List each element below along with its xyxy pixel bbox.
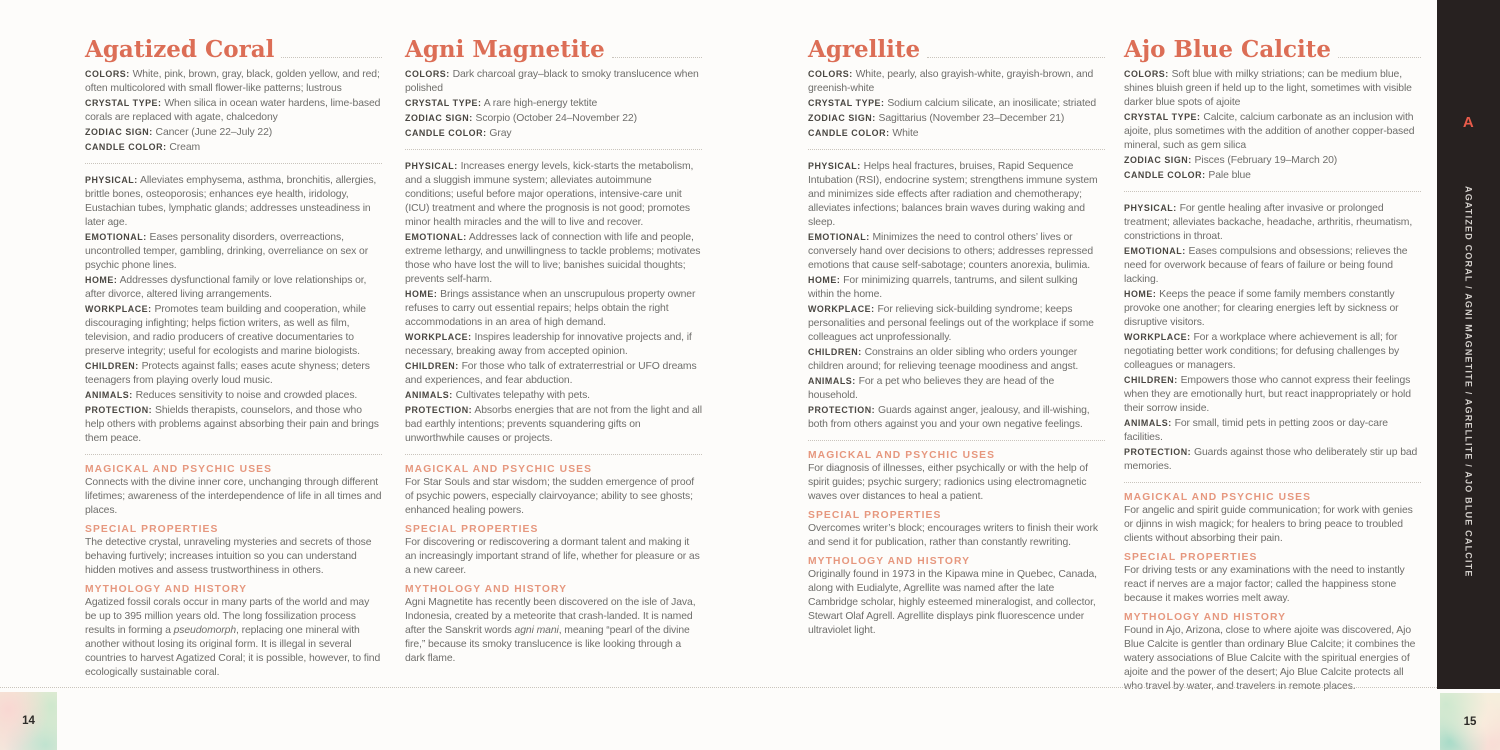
text-run: Agni Magnetite has recently been discovered on the isle of Java, Indonesia, created by a meteorite that crash-landed. It is named after the Sanskrit words bbox=[405, 597, 696, 637]
text-run: Dark charcoal gray–black to smoky translucence when polished bbox=[405, 69, 699, 95]
property-row-label: EMOTIONAL: bbox=[1124, 246, 1186, 257]
text-run: For Star Souls and star wisdom; the sudden emergence of proof of psychic powers, especially clairvoyance; ability to see ghosts; enhanced healing powers. bbox=[405, 477, 695, 517]
property-row bbox=[1124, 287, 1421, 330]
section-divider bbox=[405, 454, 702, 455]
attribute-row bbox=[405, 67, 702, 96]
property-row bbox=[1124, 244, 1421, 287]
text-run: Sodium calcium silicate, an inosilicate; striated bbox=[887, 98, 1097, 110]
attribute-row bbox=[85, 96, 382, 125]
section-text bbox=[808, 462, 1105, 504]
text-run: Inspires leadership for innovative projects and, if necessary, breaking away from accepted opinion. bbox=[405, 332, 692, 358]
property-row-label: WORKPLACE: bbox=[808, 304, 875, 315]
property-row bbox=[85, 359, 382, 388]
alphabet-sidebar bbox=[1437, 0, 1500, 689]
attribute-row bbox=[808, 96, 1105, 111]
attribute-row bbox=[85, 67, 382, 96]
attribute-row-label: ZODIAC SIGN: bbox=[405, 113, 473, 124]
property-row bbox=[405, 159, 702, 230]
text-run: For a pet who believes they are head of the household. bbox=[808, 376, 1055, 402]
text-run: When silica in ocean water hardens, lime-based corals are replaced with agate, chalcedony bbox=[85, 98, 381, 124]
text-run: Absorbs energies that are not from the light and all bad earthly intentions; prevents squandering gifts on unworthwhile causes or projects. bbox=[405, 405, 702, 445]
text-run: Protects against falls; eases acute shyness; deters teenagers from playing overly loud music. bbox=[85, 361, 370, 387]
section-divider bbox=[85, 163, 382, 164]
text-run: Shields therapists, counselors, and those who help others with problems against absorbing their pain and brings them peace. bbox=[85, 405, 379, 445]
property-row-label: EMOTIONAL: bbox=[85, 232, 147, 243]
text-run: Eases personality disorders, overreactions, uncontrolled temper, gambling, drinking, overreliance on sex or psychic phone lines. bbox=[85, 232, 369, 272]
attribute-row bbox=[85, 140, 382, 155]
text-run: For angelic and spirit guide communication; for work with genies or djinns in wish magick; for healers to bring peace to troubled clients without absorbing their pain. bbox=[1124, 505, 1413, 545]
attribute-row bbox=[405, 96, 702, 111]
section-text bbox=[85, 476, 382, 518]
text-run: Guards against those who deliberately stir up bad memories. bbox=[1124, 447, 1418, 473]
sections-block bbox=[1124, 492, 1421, 694]
property-row-label: PROTECTION: bbox=[405, 405, 473, 416]
property-row-label: ANIMALS: bbox=[85, 390, 133, 401]
text-run: Guards against anger, jealousy, and ill-wishing, both from others against you and your own negative feelings. bbox=[808, 405, 1090, 431]
text-run: Pisces (February 19–March 20) bbox=[1194, 155, 1338, 167]
properties-block bbox=[1124, 201, 1421, 474]
property-row-label: PROTECTION: bbox=[85, 405, 153, 416]
property-row bbox=[1124, 330, 1421, 373]
property-row-label: ANIMALS: bbox=[808, 376, 856, 387]
property-row bbox=[1124, 416, 1421, 445]
title-rule bbox=[927, 57, 1105, 58]
text-run: A rare high-energy tektite bbox=[483, 98, 598, 110]
text-run: Agatized fossil corals occur in many parts of the world and may be up to 395 million years old. The long fossilization process results in forming a bbox=[85, 597, 370, 637]
section-heading: SPECIAL PROPERTIES bbox=[405, 524, 539, 536]
property-row bbox=[1124, 201, 1421, 244]
properties-block bbox=[85, 173, 382, 446]
attribute-row bbox=[405, 126, 702, 141]
section-heading: MAGICKAL AND PSYCHIC USES bbox=[405, 464, 593, 476]
property-row-label: HOME: bbox=[85, 275, 118, 286]
sections-block bbox=[405, 464, 702, 666]
text-run: , meaning “pearl of the divine fire,” because its smoky translucence is like looking through a dark flame. bbox=[405, 625, 690, 665]
text-run: Addresses dysfunctional family or love relationships or, after divorce, altered living arrangements. bbox=[85, 275, 367, 301]
property-row-label: ANIMALS: bbox=[405, 390, 453, 401]
title-rule bbox=[281, 57, 382, 58]
property-row-label: CHILDREN: bbox=[85, 361, 139, 372]
footer-divider bbox=[0, 687, 1437, 688]
text-run: Calcite, calcium carbonate as an inclusion with ajoite, plus sometimes with the addition of another copper-based mineral, such as gem silica bbox=[1124, 112, 1415, 152]
page-corner-art-right bbox=[1440, 693, 1500, 750]
properties-block bbox=[405, 159, 702, 446]
section-heading: SPECIAL PROPERTIES bbox=[1124, 552, 1258, 564]
property-row-label: PHYSICAL: bbox=[405, 161, 458, 172]
text-run: For a workplace where achievement is all; for negotiating better work conditions; for defusing challenges by colleagues or managers. bbox=[1124, 332, 1400, 372]
property-row bbox=[405, 330, 702, 359]
section-text bbox=[808, 522, 1105, 550]
attribute-row-label: COLORS: bbox=[808, 69, 853, 80]
property-row-label: PHYSICAL: bbox=[1124, 203, 1177, 214]
property-row-label: EMOTIONAL: bbox=[405, 232, 467, 243]
section-text bbox=[85, 536, 382, 578]
attribute-row bbox=[808, 67, 1105, 96]
entry-title: Agrellite bbox=[808, 36, 921, 63]
attribute-row-label: CRYSTAL TYPE: bbox=[405, 98, 482, 109]
text-run: Gray bbox=[489, 128, 512, 140]
text-run: For minimizing quarrels, tantrums, and silent sulking within the home. bbox=[808, 275, 1078, 301]
property-row bbox=[85, 230, 382, 273]
attributes-block bbox=[85, 67, 382, 155]
property-row bbox=[85, 302, 382, 359]
property-row-label: PHYSICAL: bbox=[808, 161, 861, 172]
attribute-row-label: CANDLE COLOR: bbox=[808, 128, 890, 139]
entry-title: Ajo Blue Calcite bbox=[1124, 36, 1331, 63]
property-row-label: CHILDREN: bbox=[405, 361, 459, 372]
attribute-row-label: CANDLE COLOR: bbox=[405, 128, 487, 139]
sections-block bbox=[85, 464, 382, 680]
entry-title: Agni Magnetite bbox=[405, 36, 605, 63]
section-text bbox=[1124, 564, 1421, 606]
entry-title-row bbox=[1124, 38, 1421, 62]
property-row-label: PROTECTION: bbox=[1124, 447, 1192, 458]
section-text bbox=[405, 476, 702, 518]
section-heading: MAGICKAL AND PSYCHIC USES bbox=[1124, 492, 1312, 504]
text-run: For diagnosis of illnesses, either psychically or with the help of spirit guides; psychic surgery; radionics using electromagnetic waves over distances to heal a patient. bbox=[808, 463, 1088, 503]
property-row-label: ANIMALS: bbox=[1124, 418, 1172, 429]
text-run: Constrains an older sibling who orders younger children around; for relieving teenage moodiness and angst. bbox=[808, 347, 1079, 373]
attribute-row bbox=[1124, 67, 1421, 110]
text-run: Cultivates telepathy with pets. bbox=[455, 390, 590, 402]
property-row bbox=[1124, 373, 1421, 416]
section-text bbox=[85, 596, 382, 680]
title-rule bbox=[612, 57, 702, 58]
text-run: Reduces sensitivity to noise and crowded places. bbox=[135, 390, 358, 402]
attribute-row bbox=[808, 111, 1105, 126]
text-run: Cancer (June 22–July 22) bbox=[155, 127, 273, 139]
entry-title-row bbox=[405, 38, 702, 62]
property-row-label: PHYSICAL: bbox=[85, 175, 138, 186]
attributes-block bbox=[405, 67, 702, 141]
text-run: White bbox=[892, 128, 919, 140]
property-row bbox=[808, 374, 1105, 403]
entry-title-row bbox=[808, 38, 1105, 62]
property-row bbox=[405, 287, 702, 330]
section-heading: MYTHOLOGY AND HISTORY bbox=[808, 556, 971, 568]
title-rule bbox=[1338, 57, 1421, 58]
entries-container bbox=[85, 38, 1421, 694]
italic-term: agni mani bbox=[514, 625, 559, 637]
text-run: For gentle healing after invasive or prolonged treatment; alleviates backache, headache, arthritis, rheumatism, constrictions in throat. bbox=[1124, 203, 1413, 243]
attribute-row bbox=[1124, 168, 1421, 183]
attribute-row-label: ZODIAC SIGN: bbox=[808, 113, 876, 124]
attribute-row bbox=[808, 126, 1105, 141]
sections-block bbox=[808, 450, 1105, 638]
section-heading: MAGICKAL AND PSYCHIC USES bbox=[85, 464, 273, 476]
page-corner-art-left bbox=[0, 692, 57, 750]
page-number-left: 14 bbox=[22, 715, 35, 727]
section-divider bbox=[808, 440, 1105, 441]
section-divider bbox=[1124, 191, 1421, 192]
property-row bbox=[405, 359, 702, 388]
attribute-row-label: ZODIAC SIGN: bbox=[1124, 155, 1192, 166]
text-run: For small, timid pets in petting zoos or day-care facilities. bbox=[1124, 418, 1388, 444]
text-run: Promotes team building and cooperation, while discouraging infighting; helps fiction writers, as well as film, television, and radio producers of creative documentaries to preserve integrity; useful for ecologists and marine biologists. bbox=[85, 304, 366, 358]
text-run: For those who talk of extraterrestrial or UFO dreams and experiences, and fear abduction. bbox=[405, 361, 697, 387]
attribute-row bbox=[1124, 110, 1421, 153]
property-row-label: CHILDREN: bbox=[808, 347, 862, 358]
section-heading: MAGICKAL AND PSYCHIC USES bbox=[808, 450, 996, 462]
properties-block bbox=[808, 159, 1105, 432]
alphabet-letter: A bbox=[1462, 114, 1475, 131]
attribute-row-label: CRYSTAL TYPE: bbox=[1124, 112, 1201, 123]
sidebar-entry-index: AGATIZED CORAL / AGNI MAGNETITE / AGRELLITE / AJO BLUE CALCITE bbox=[1463, 186, 1474, 578]
section-divider bbox=[1124, 482, 1421, 483]
property-row bbox=[1124, 445, 1421, 474]
property-row bbox=[405, 388, 702, 403]
attribute-row-label: CANDLE COLOR: bbox=[85, 142, 167, 153]
property-row bbox=[85, 403, 382, 446]
section-divider bbox=[405, 149, 702, 150]
section-heading: SPECIAL PROPERTIES bbox=[808, 510, 942, 522]
text-run: Helps heal fractures, bruises, Rapid Sequence Intubation (RSI), endocrine system; strengthens immune system and minimizes side effects after radiation and chemotherapy; alleviates infections; balances brain waves during waking and sleep. bbox=[808, 161, 1098, 229]
property-row-label: EMOTIONAL: bbox=[808, 232, 870, 243]
section-text bbox=[405, 536, 702, 578]
text-run: Sagittarius (November 23–December 21) bbox=[878, 113, 1065, 125]
text-run: Pale blue bbox=[1208, 170, 1251, 182]
text-run: For relieving sick-building syndrome; keeps personalities and personal feelings out of the workplace if some colleagues act unprofessionally. bbox=[808, 304, 1094, 344]
section-heading: MYTHOLOGY AND HISTORY bbox=[405, 584, 568, 596]
property-row bbox=[405, 403, 702, 446]
property-row-label: PROTECTION: bbox=[808, 405, 876, 416]
property-row bbox=[808, 273, 1105, 302]
text-run: For driving tests or any examinations with the need to instantly react if nerves are a major factor; called the happiness stone because it makes worries melt away. bbox=[1124, 565, 1405, 605]
property-row bbox=[808, 345, 1105, 374]
attribute-row-label: CRYSTAL TYPE: bbox=[808, 98, 885, 109]
text-run: The detective crystal, unraveling mysteries and secrets of those behaving furtively; increases intuition so you can understand hidden motives and assess trustworthiness in others. bbox=[85, 537, 372, 577]
text-run: White, pink, brown, gray, black, golden yellow, and red; often multicolored with small flower-like patterns; lustrous bbox=[85, 69, 380, 95]
text-run: Alleviates emphysema, asthma, bronchitis, allergies, brittle bones, osteoporosis; enhances eye health, iridology, Eustachian tubes, lymphatic glands; addresses unsteadiness in later age. bbox=[85, 175, 377, 229]
property-row-label: HOME: bbox=[808, 275, 841, 286]
property-row bbox=[808, 230, 1105, 273]
crystal-entry bbox=[808, 38, 1105, 694]
property-row-label: WORKPLACE: bbox=[1124, 332, 1191, 343]
italic-term: pseudomorph bbox=[173, 625, 237, 637]
attribute-row-label: COLORS: bbox=[405, 69, 450, 80]
property-row bbox=[405, 230, 702, 287]
section-heading: MYTHOLOGY AND HISTORY bbox=[85, 584, 248, 596]
property-row-label: WORKPLACE: bbox=[405, 332, 472, 343]
text-run: For discovering or rediscovering a dormant talent and making it an increasingly important strand of life, whether for pleasure or as a new career. bbox=[405, 537, 700, 577]
text-run: Keeps the peace if some family members constantly provoke one another; for clearing energies left by sickness or disruptive visitors. bbox=[1124, 289, 1399, 329]
attribute-row-label: ZODIAC SIGN: bbox=[85, 127, 153, 138]
text-run: Originally found in 1973 in the Kipawa mine in Quebec, Canada, along with Eudialyte, Agrellite was named after the late Cambridge scholar, highly esteemed mineralogist, and collector, Stewart Olaf Agrell. Agrellite displays pink fluorescence under ultraviolet light. bbox=[808, 569, 1097, 637]
attribute-row bbox=[405, 111, 702, 126]
text-run: Found in Ajo, Arizona, close to where ajoite was discovered, Ajo Blue Calcite is gentler than ordinary Blue Calcite; it combines the watery associations of Blue Calcite with the spiritual energies of ajoite and the power of the desert; Ajo Blue Calcite protects all who travel by water, and travelers in remote places. bbox=[1124, 625, 1416, 693]
section-heading: MYTHOLOGY AND HISTORY bbox=[1124, 612, 1287, 624]
text-run: Scorpio (October 24–November 22) bbox=[475, 113, 637, 125]
entry-title-row bbox=[85, 38, 382, 62]
text-run: Soft blue with milky striations; can be medium blue, shines bluish green if held up to the light, sometimes with visible darker blue spots of ajoite bbox=[1124, 69, 1412, 109]
property-row-label: WORKPLACE: bbox=[85, 304, 152, 315]
property-row bbox=[85, 173, 382, 230]
text-run: Increases energy levels, kick-starts the metabolism, and a sluggish immune system; alleviates autoimmune conditions; useful before major operations, intensive-care unit (ICU) treatment and where the prognosis is not good; promotes minor health miracles and the will to live and recover. bbox=[405, 161, 694, 229]
property-row-label: HOME: bbox=[405, 289, 438, 300]
attributes-block bbox=[1124, 67, 1421, 183]
attribute-row-label: CANDLE COLOR: bbox=[1124, 170, 1206, 181]
section-text bbox=[405, 596, 702, 666]
text-run: Addresses lack of connection with life and people, extreme lethargy, and unwillingness to tackle problems; motivates those who have lost the will to live; banishes suicidal thoughts; prevents self-harm. bbox=[405, 232, 701, 286]
attribute-row-label: COLORS: bbox=[85, 69, 130, 80]
attribute-row bbox=[1124, 153, 1421, 168]
crystal-entry bbox=[405, 38, 702, 694]
property-row bbox=[85, 273, 382, 302]
text-run: Overcomes writer’s block; encourages writers to finish their work and send it for publication, rather than constantly rewriting. bbox=[808, 523, 1098, 549]
text-run: Eases compulsions and obsessions; relieves the need for overwork because of fears of failure or being found lacking. bbox=[1124, 246, 1408, 286]
property-row bbox=[808, 403, 1105, 432]
text-run: Minimizes the need to control others’ lives or conversely hand over decisions to others; addresses repressed emotions that cause self-sabotage; counters anorexia, bulimia. bbox=[808, 232, 1093, 272]
property-row bbox=[808, 302, 1105, 345]
crystal-entry bbox=[85, 38, 382, 694]
section-heading: SPECIAL PROPERTIES bbox=[85, 524, 219, 536]
attribute-row-label: COLORS: bbox=[1124, 69, 1169, 80]
section-divider bbox=[85, 454, 382, 455]
text-run: Connects with the divine inner core, unchanging through different lifetimes; awareness of the interdependence of life in all times and places. bbox=[85, 477, 382, 517]
text-run: Brings assistance when an unscrupulous property owner refuses to carry out essential repairs; helps obtain the right accommodations in an area of high demand. bbox=[405, 289, 696, 329]
attribute-row-label: CRYSTAL TYPE: bbox=[85, 98, 162, 109]
section-text bbox=[808, 568, 1105, 638]
property-row bbox=[85, 388, 382, 403]
text-run: White, pearly, also grayish-white, grayish-brown, and greenish-white bbox=[808, 69, 1094, 95]
entry-title: Agatized Coral bbox=[85, 36, 275, 63]
property-row-label: CHILDREN: bbox=[1124, 375, 1178, 386]
property-row bbox=[808, 159, 1105, 230]
crystal-entry bbox=[1124, 38, 1421, 694]
text-run: Cream bbox=[169, 142, 201, 154]
page-number-right: 15 bbox=[1463, 715, 1477, 728]
text-run: , replacing one mineral with another without losing its original form. It is illegal in several countries to harvest Agatized Coral; it is possible, however, to find ecologically sustainable coral. bbox=[85, 625, 381, 679]
section-text bbox=[1124, 504, 1421, 546]
property-row-label: HOME: bbox=[1124, 289, 1157, 300]
text-run: Empowers those who cannot express their feelings when they are emotionally hurt, but react inappropriately or hold their sorrow inside. bbox=[1124, 375, 1411, 415]
section-divider bbox=[808, 149, 1105, 150]
attributes-block bbox=[808, 67, 1105, 141]
section-text bbox=[1124, 624, 1421, 694]
attribute-row bbox=[85, 125, 382, 140]
